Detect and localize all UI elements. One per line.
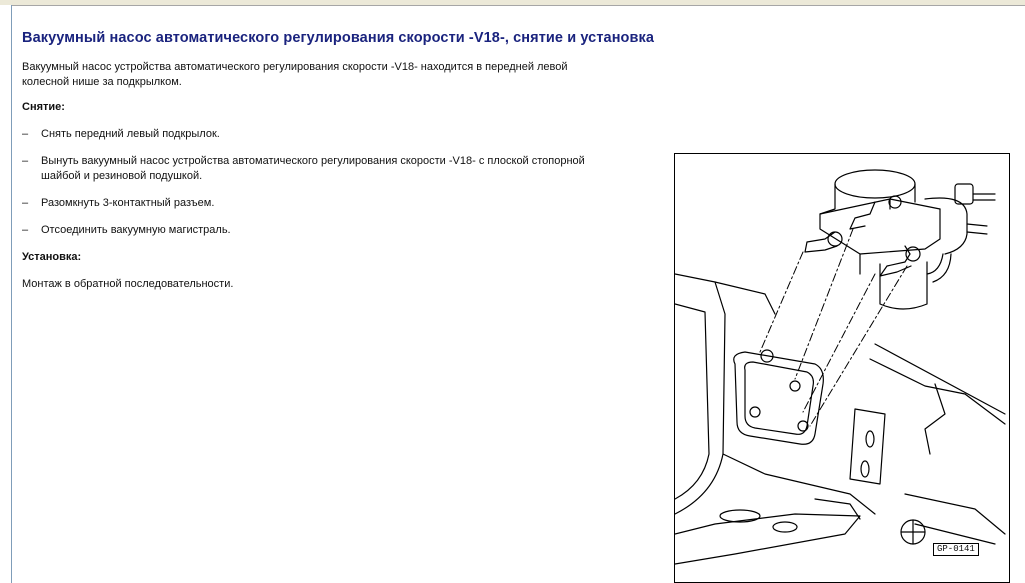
vacuum-pump — [805, 170, 995, 309]
left-frame-border — [0, 5, 12, 583]
step-text: Вынуть вакуумный насос устройства автоматического регулирования скорости -V18- с плоской стопорной — [41, 155, 585, 167]
intro-line-2: колесной нише за подкрылком. — [22, 76, 182, 88]
window-top-bar — [0, 0, 1025, 6]
dash-bullet: – — [22, 155, 29, 167]
intro-paragraph — [22, 60, 622, 90]
figure-id-label: GP-0141 — [933, 543, 979, 556]
step-text: Отсоединить вакуумную магистраль. — [41, 224, 231, 236]
wheel-housing — [675, 274, 1005, 564]
removal-step — [22, 127, 662, 142]
dash-bullet: – — [22, 224, 29, 236]
dash-bullet: – — [22, 128, 29, 140]
intro-line-1: Вакуумный насос устройства автоматического регулирования скорости -V18- находится в передней левой — [22, 61, 568, 73]
removal-steps-list — [22, 127, 662, 238]
step-text: Разомкнуть 3-контактный разъем. — [41, 197, 215, 209]
removal-step — [22, 154, 662, 184]
technical-illustration — [674, 153, 1010, 583]
step-text: Снять передний левый подкрылок. — [41, 128, 220, 140]
removal-heading: Снятие: — [22, 101, 65, 113]
removal-step — [22, 196, 662, 211]
step-text-cont: шайбой и резиновой подушкой. — [41, 170, 203, 182]
page-title: Вакуумный насос автоматического регулирования скорости -V18-, снятие и установка — [22, 30, 655, 46]
document-content — [22, 30, 662, 292]
removal-step — [22, 223, 662, 238]
dash-bullet: – — [22, 197, 29, 209]
vacuum-pump-drawing — [675, 154, 1010, 583]
install-heading: Установка: — [22, 251, 82, 263]
leader-lines — [760, 229, 907, 426]
install-text: Монтаж в обратной последовательности. — [22, 278, 234, 290]
